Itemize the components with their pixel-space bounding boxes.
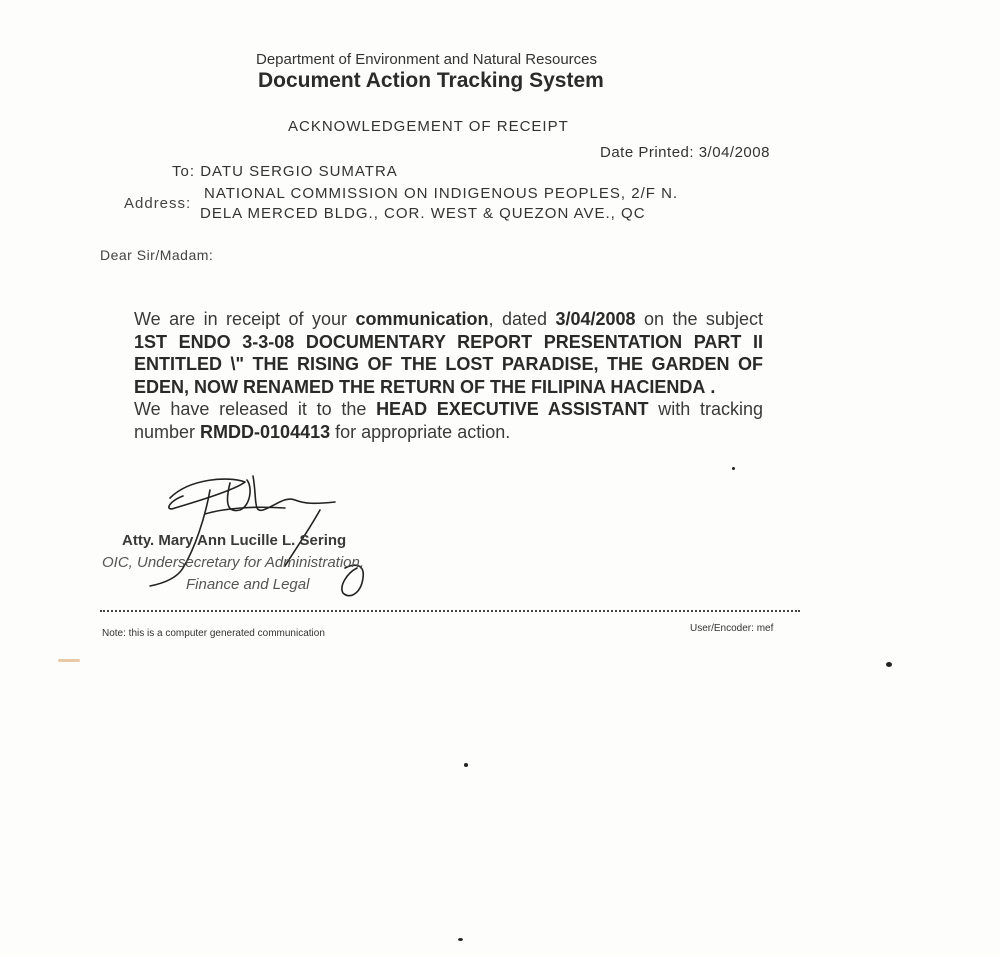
tracking-number: RMDD-0104413 [200, 421, 331, 442]
department-name: Department of Environment and Natural Resources [256, 51, 598, 68]
scan-speck [58, 659, 80, 662]
address-line-1: NATIONAL COMMISSION ON INDIGENOUS PEOPLES, 2/F N. [204, 185, 679, 202]
dotted-divider [100, 610, 800, 612]
scan-speck [458, 938, 463, 941]
signatory-title-line-1: OIC, Undersecretary for Administration, [102, 554, 365, 571]
salutation: Dear Sir/Madam: [100, 247, 214, 263]
body-text-dated: , dated [488, 309, 547, 329]
release-text-mid: with tracking number [134, 399, 763, 442]
computer-generated-note: Note: this is a computer generated communication [102, 628, 325, 639]
receipt-paragraph [134, 308, 763, 398]
user-encoder: User/Encoder: mef [690, 623, 774, 634]
document-title: ACKNOWLEDGEMENT OF RECEIPT [288, 118, 569, 135]
office-name: HEAD EXECUTIVE ASSISTANT [376, 399, 649, 419]
body-text-lead: We are in receipt of your [134, 309, 348, 329]
scan-speck [464, 763, 468, 767]
to-label: To: [172, 163, 196, 180]
date-printed-value: 3/04/2008 [698, 144, 770, 161]
recipient-to [172, 163, 398, 180]
date-printed-label: Date Printed: [600, 144, 695, 161]
recipient-name: DATU SERGIO SUMATRA [200, 163, 398, 180]
subject-title: 1ST ENDO 3-3-08 DOCUMENTARY REPORT PRESENTATION PART II ENTITLED \" THE RISING OF THE LOST PARADISE, THE GARDEN OF EDEN, NOW RENAMED THE RETURN OF THE FILIPINA HACIENDA [134, 331, 763, 397]
date-printed [600, 144, 770, 161]
release-paragraph [134, 398, 763, 443]
signatory-name: Atty. Mary Ann Lucille L. Sering [122, 532, 347, 549]
system-name: Document Action Tracking System [258, 69, 604, 92]
release-text-lead: We have released it to the [134, 399, 367, 419]
body-text-subject: on the subject [643, 309, 763, 329]
address-label: Address: [124, 195, 192, 212]
release-text-end: for appropriate action. [335, 421, 511, 442]
scan-speck [732, 467, 735, 470]
scan-speck [886, 662, 892, 667]
signatory-title-line-2: Finance and Legal [186, 576, 310, 593]
letter-body [134, 308, 763, 443]
subject-end: . [710, 376, 716, 397]
communication-word: communication [355, 309, 489, 329]
address-line-2: DELA MERCED BLDG., COR. WEST & QUEZON AVE., QC [200, 205, 646, 222]
communication-date: 3/04/2008 [555, 309, 636, 329]
